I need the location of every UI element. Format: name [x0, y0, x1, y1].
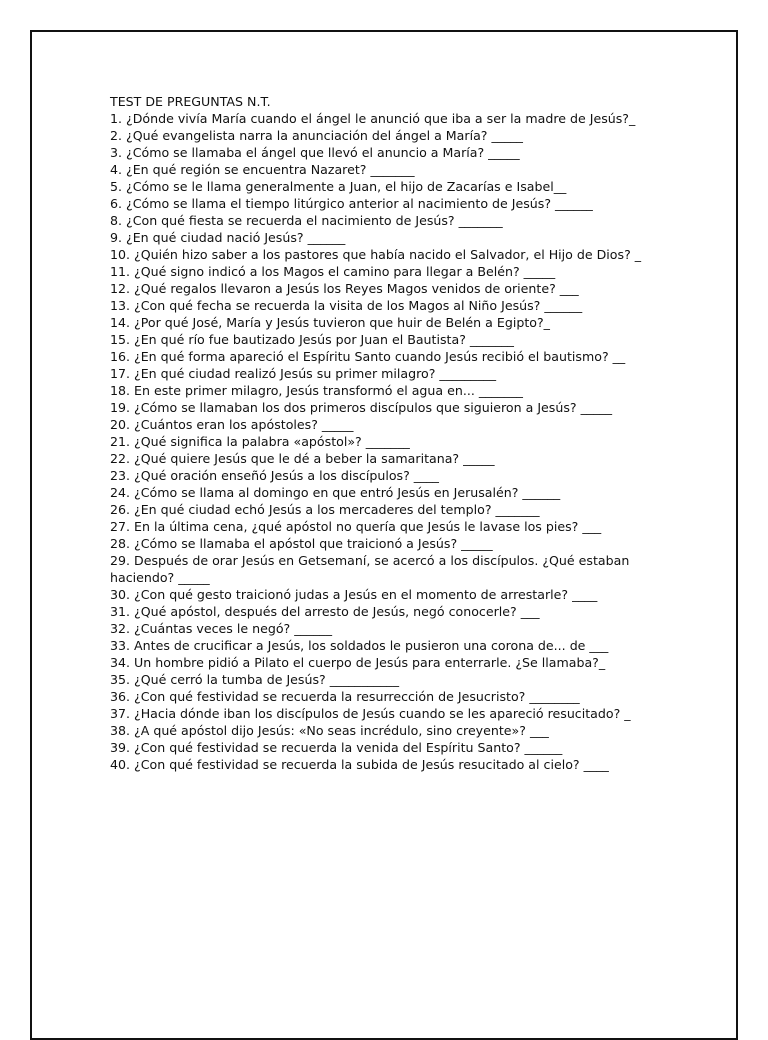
question-list — [110, 93, 690, 773]
document-title: TEST DE PREGUNTAS N.T. — [110, 94, 271, 109]
question-6: 6. ¿Cómo se llama el tiempo litúrgico anterior al nacimiento de Jesús? ______ — [110, 196, 593, 211]
question-36: 36. ¿Con qué festividad se recuerda la resurrección de Jesucristo? ________ — [110, 689, 580, 704]
question-34: 34. Un hombre pidió a Pilato el cuerpo de Jesús para enterrarle. ¿Se llamaba?_ — [110, 655, 606, 670]
question-30: 30. ¿Con qué gesto traicionó judas a Jesús en el momento de arrestarle? ____ — [110, 587, 598, 602]
question-14: 14. ¿Por qué José, María y Jesús tuvieron que huir de Belén a Egipto?_ — [110, 315, 550, 330]
question-26: 26. ¿En qué ciudad echó Jesús a los mercaderes del templo? _______ — [110, 502, 540, 517]
question-12: 12. ¿Qué regalos llevaron a Jesús los Reyes Magos venidos de oriente? ___ — [110, 281, 579, 296]
question-13: 13. ¿Con qué fecha se recuerda la visita de los Magos al Niño Jesús? ______ — [110, 298, 583, 313]
question-22: 22. ¿Qué quiere Jesús que le dé a beber la samaritana? _____ — [110, 451, 495, 466]
document-page — [30, 30, 738, 1040]
question-16: 16. ¿En qué forma apareció el Espíritu Santo cuando Jesús recibió el bautismo? __ — [110, 349, 626, 364]
question-35: 35. ¿Qué cerró la tumba de Jesús? ___________ — [110, 672, 399, 687]
question-17: 17. ¿En qué ciudad realizó Jesús su primer milagro? _________ — [110, 366, 497, 381]
question-31: 31. ¿Qué apóstol, después del arresto de Jesús, negó conocerle? ___ — [110, 604, 540, 619]
question-10: 10. ¿Quién hizo saber a los pastores que había nacido el Salvador, el Hijo de Dios? _ — [110, 247, 642, 262]
question-3: 3. ¿Cómo se llamaba el ángel que llevó el anuncio a María? _____ — [110, 145, 520, 160]
question-11: 11. ¿Qué signo indicó a los Magos el camino para llegar a Belén? _____ — [110, 264, 556, 279]
question-23: 23. ¿Qué oración enseñó Jesús a los discípulos? ____ — [110, 468, 439, 483]
question-9: 9. ¿En qué ciudad nació Jesús? ______ — [110, 230, 346, 245]
question-2: 2. ¿Qué evangelista narra la anunciación del ángel a María? _____ — [110, 128, 523, 143]
question-33: 33. Antes de crucificar a Jesús, los soldados le pusieron una corona de... de ___ — [110, 638, 609, 653]
question-8: 8. ¿Con qué fiesta se recuerda el nacimiento de Jesús? _______ — [110, 213, 503, 228]
question-1: 1. ¿Dónde vivía María cuando el ángel le anunció que iba a ser la madre de Jesús?_ — [110, 111, 636, 126]
question-20: 20. ¿Cuántos eran los apóstoles? _____ — [110, 417, 354, 432]
question-32: 32. ¿Cuántas veces le negó? ______ — [110, 621, 332, 636]
question-19: 19. ¿Cómo se llamaban los dos primeros discípulos que siguieron a Jesús? _____ — [110, 400, 613, 415]
question-39: 39. ¿Con qué festividad se recuerda la venida del Espíritu Santo? ______ — [110, 740, 563, 755]
question-21: 21. ¿Qué significa la palabra «apóstol»? _______ — [110, 434, 410, 449]
question-4: 4. ¿En qué región se encuentra Nazaret? _______ — [110, 162, 415, 177]
question-27: 27. En la última cena, ¿qué apóstol no quería que Jesús le lavase los pies? ___ — [110, 519, 602, 534]
question-18: 18. En este primer milagro, Jesús transformó el agua en... _______ — [110, 383, 523, 398]
question-24: 24. ¿Cómo se llama al domingo en que entró Jesús en Jerusalén? ______ — [110, 485, 561, 500]
question-29: 29. Después de orar Jesús en Getsemaní, se acercó a los discípulos. ¿Qué estaban haciendo? _____ — [110, 553, 630, 585]
question-37: 37. ¿Hacia dónde iban los discípulos de Jesús cuando se les apareció resucitado? _ — [110, 706, 631, 721]
question-5: 5. ¿Cómo se le llama generalmente a Juan, el hijo de Zacarías e Isabel__ — [110, 179, 567, 194]
question-28: 28. ¿Cómo se llamaba el apóstol que traicionó a Jesús? _____ — [110, 536, 493, 551]
question-38: 38. ¿A qué apóstol dijo Jesús: «No seas incrédulo, sino creyente»? ___ — [110, 723, 549, 738]
question-15: 15. ¿En qué río fue bautizado Jesús por Juan el Bautista? _______ — [110, 332, 514, 347]
question-40: 40. ¿Con qué festividad se recuerda la subida de Jesús resucitado al cielo? ____ — [110, 757, 609, 772]
